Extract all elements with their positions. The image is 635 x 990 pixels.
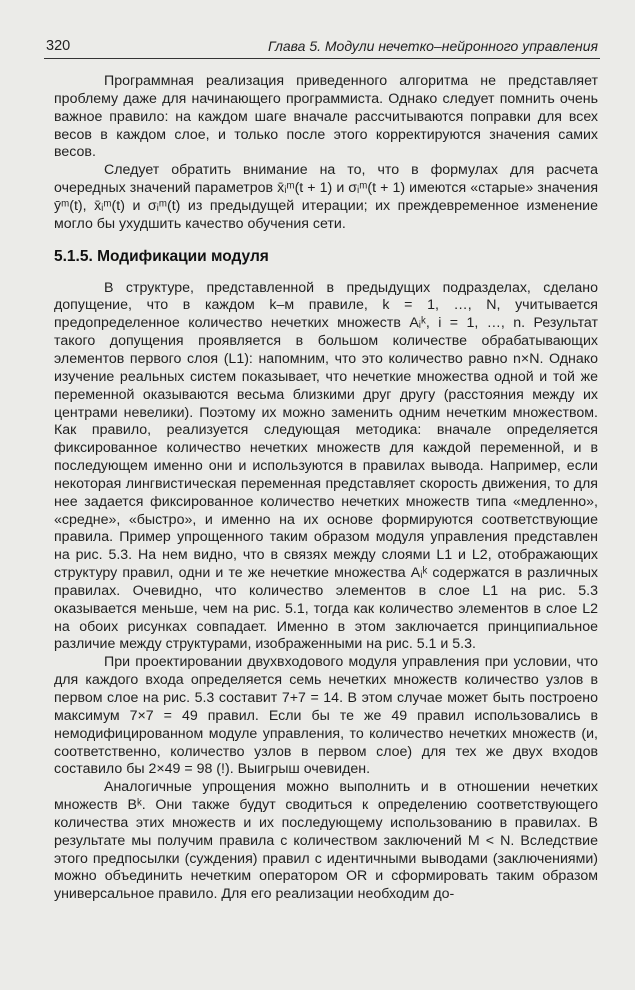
- running-header: [44, 38, 600, 59]
- paragraph: В структуре, представленной в предыдущих подразделах, сделано допущение, что в каждом k–м правиле, k = 1, …, N, учитывается предопределенное количество нечетких множеств Aᵢᵏ, i = 1, …, n. Результат такого допущения проявляется в большом количестве обрабатывающих элементов первого слоя (L1): напомним, что это количество равно n×N. Однако изучение реальных систем показывает, что нечеткие множества одной и той же переменной оказываются весьма близкими друг другу (расстояния между их центрами невелики). Поэтому их можно заменить одним нечетким множеством. Как правило, реализуется следующая методика: вначале определяется фиксированное количество нечетких множеств для каждой переменной, и в последующем именно они и используются в правилах вывода. Например, если некоторая лингвистическая переменная представляет скорость движения, то для нее задается фиксированное количество нечетких множеств типа «медленно», «средне», «быстро», и именно на их основе формируются соответствующие правила. Пример упрощенного таким образом модуля управления представлен на рис. 5.3. На нем видно, что в связях между слоями L1 и L2, отображающих структуру правил, одни и те же нечеткие множества Aᵢᵏ содержатся в различных правилах. Очевидно, что количество элементов в слое L1 на рис. 5.3 оказывается меньше, чем на рис. 5.1, тогда как количество элементов в слое L2 на обоих рисунках совпадает. Именно в этом заключается принципиальное различие между структурами, изображенными на рис. 5.1 и 5.3.: [54, 279, 598, 653]
- paragraph: Аналогичные упрощения можно выполнить и в отношении нечетких множеств Bᵏ. Они также будут сводиться к определению соответствующего количества этих множеств и их последующему использованию в правилах. В результате мы получим правила с количеством заключений M < N. Вследствие этого предпосылки (суждения) правил с идентичными выводами (заключениями) можно объединить нечетким оператором OR и сформировать таким образом универсальное правило. Для его реализации необходим до-: [54, 779, 598, 903]
- paragraph: Следует обратить внимание на то, что в формулах для расчета очередных значений параметров x̄ᵢᵐ(t + 1) и σᵢᵐ(t + 1) имеются «старые» значения ȳᵐ(t), x̄ᵢᵐ(t) и σᵢᵐ(t) из предыдущей итерации; их преждевременное изменение могло бы ухудшить качество обучения сети.: [54, 162, 598, 232]
- section-heading: 5.1.5. Модификации модуля: [54, 247, 269, 265]
- paragraph: Программная реализация приведенного алгоритма не представляет проблему даже для начинающего программиста. Однако следует помнить очень важное правило: на каждом шаге вначале рассчитываются поправки для всех весов в каждом слое, и только после этого корректируются значения самих весов.: [54, 73, 598, 161]
- page-number: 320: [46, 38, 71, 54]
- chapter-title: Глава 5. Модули нечетко–нейронного управления: [267, 38, 598, 54]
- body-text: [54, 73, 598, 904]
- paragraph: При проектировании двухвходового модуля управления при условии, что для каждого входа определяется семь нечетких множеств количество узлов в первом слое на рис. 5.3 составит 7+7 = 14. В этом случае может быть построено максимум 7×7 = 49 правил. Если бы те же 49 правил использовались в немодифицированном модуле управления, то количество нечетких множеств (и, соответственно, количество узлов в первом слое) для тех же двух входов составило бы 2×49 = 98 (!). Выигрыш очевиден.: [54, 654, 598, 778]
